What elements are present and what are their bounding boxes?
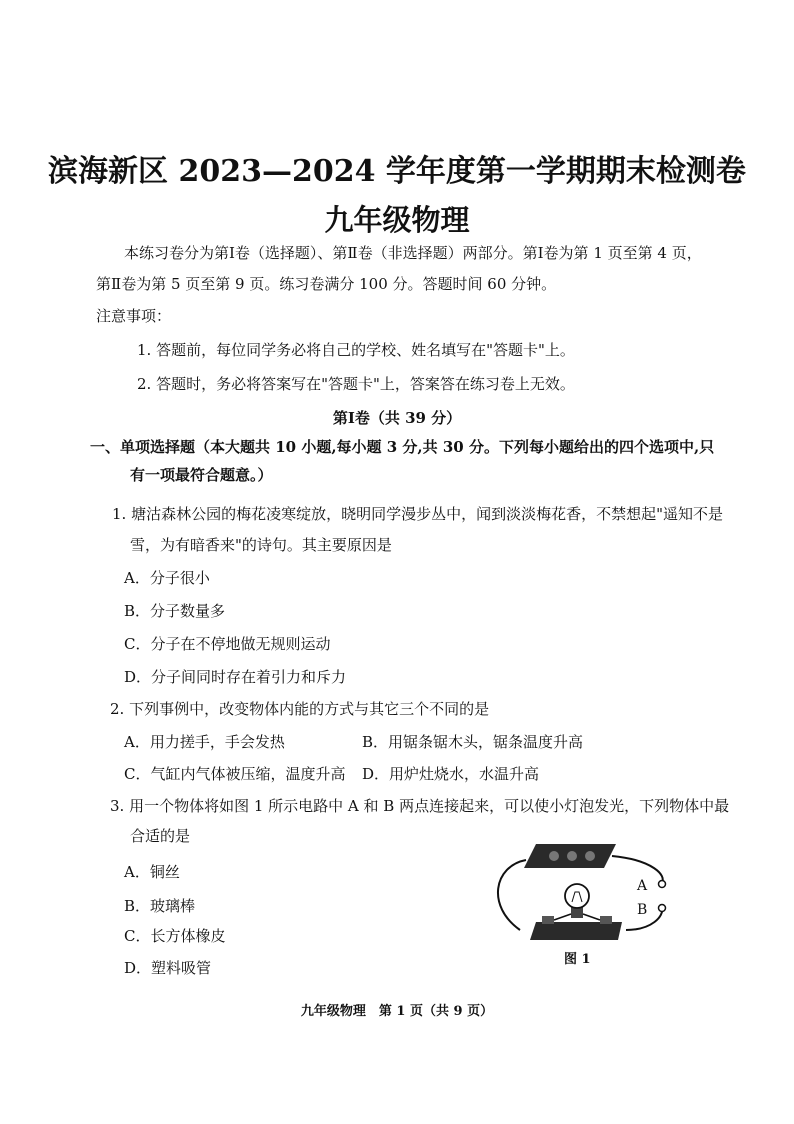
q2-option-d: D．用炉灶烧水，水温升高 [362,765,540,783]
q1-option-b: B．分子数量多 [124,602,226,620]
notice-item-2: 2. 答题时，务必将答案写在"答题卡"上，答案答在练习卷上无效。 [137,375,575,393]
q2-option-c: C．气缸内气体被压缩，温度升高 [124,765,346,783]
notice-item-1: 1. 答题前，每位同学务必将自己的学校、姓名填写在"答题卡"上。 [137,341,575,359]
q2-stem: 2. 下列事例中，改变物体内能的方式与其它三个不同的是 [110,700,490,718]
q3-option-b: B．玻璃棒 [124,897,196,915]
page-footer: 九年级物理 第 1 页（共 9 页） [300,1004,494,1019]
q1-option-d: D．分子间同时存在着引力和斥力 [124,668,347,686]
exam-subject: 九年级物理 [324,203,470,237]
q1-stem-line-2: 雪，为有暗香来"的诗句。其主要原因是 [130,536,392,554]
intro-line-2: 第Ⅱ卷为第 5 页至第 9 页。练习卷满分 100 分。答题时间 60 分钟。 [96,275,557,293]
q3-option-a: A．铜丝 [124,863,180,881]
terminal-a [659,881,666,888]
bulb-glass [565,884,589,908]
q1-option-c: C．分子在不停地做无规则运动 [124,635,331,653]
battery-cell-1 [549,851,559,861]
q2-option-b: B．用锯条锯木头，锯条温度升高 [362,733,584,751]
lamp-base [530,922,622,940]
figure-label-a: A [637,878,648,894]
terminal-b [659,905,666,912]
battery-cell-2 [567,851,577,861]
intro-line-1: 本练习卷分为第Ⅰ卷（选择题）、第Ⅱ卷（非选择题）两部分。第Ⅰ卷为第 1 页至第 4 页， [124,244,702,262]
q3-stem-line-2: 合适的是 [130,827,191,845]
q2-option-a: A．用力搓手，手会发热 [124,733,285,751]
q3-option-c: C．长方体橡皮 [124,927,226,945]
figure-1-circuit [484,826,674,976]
exam-title: 滨海新区 2023—2024 学年度第一学期期末检测卷 [48,154,746,189]
q1-option-a: A．分子很小 [124,569,210,587]
notice-heading: 注意事项： [96,307,172,325]
base-terminal-right [600,916,612,924]
q3-stem-line-1: 3. 用一个物体将如图 1 所示电路中 A 和 B 两点连接起来，可以使小灯泡发光，下列物体中最 [110,797,730,815]
base-terminal-left [542,916,554,924]
battery-cell-3 [585,851,595,861]
wire-left [498,860,526,930]
q3-option-d: D．塑料吸管 [124,959,212,977]
figure-label-b: B [637,902,648,918]
figure-caption: 图 1 [564,952,591,967]
part-title-line-1: 一、单项选择题（本大题共 10 小题,每小题 3 分,共 30 分。下列每小题给出的四个选项中,只 [90,438,715,456]
q1-stem-line-1: 1. 塘沽森林公园的梅花凌寒绽放，晓明同学漫步丛中，闻到淡淡梅花香，不禁想起"遥知不是 [112,505,723,523]
part-title-line-2: 有一项最符合题意。） [130,466,273,484]
section-heading: 第Ⅰ卷（共 39 分） [332,409,462,427]
